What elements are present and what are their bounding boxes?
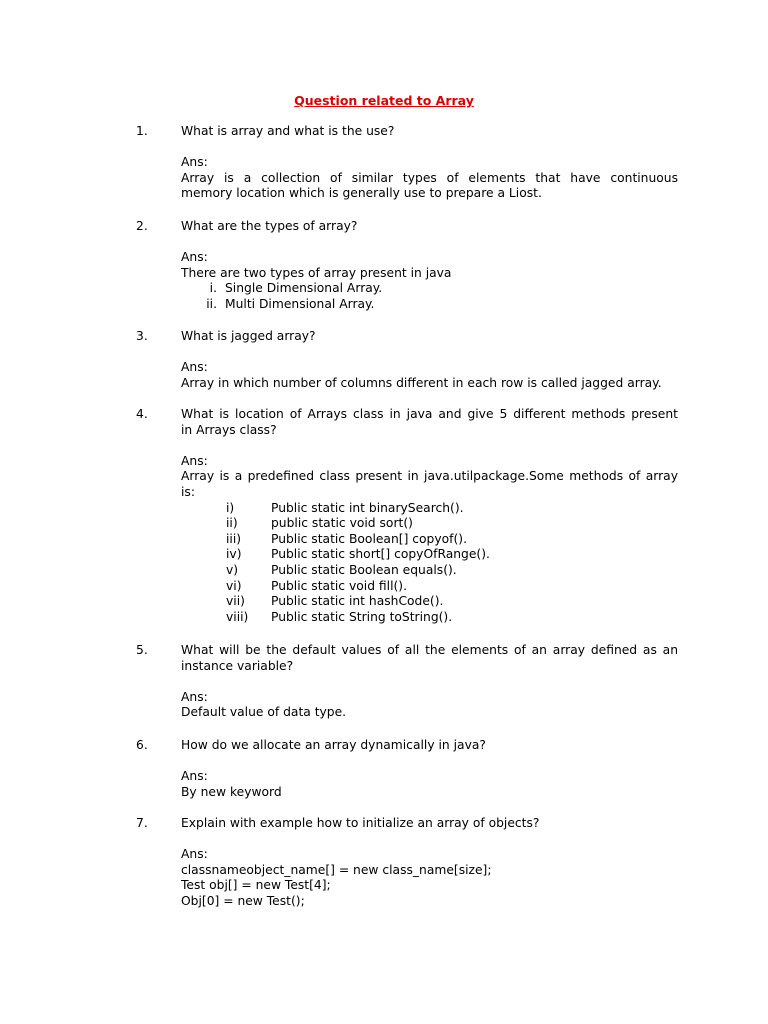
- list-item: [181, 579, 678, 595]
- answer-label: Ans:: [181, 155, 208, 170]
- question-body: [181, 407, 678, 625]
- question-number: 6.: [136, 738, 148, 752]
- answer-text: There are two types of array present in java: [181, 265, 452, 280]
- answer-label: Ans:: [181, 360, 208, 375]
- question-number: 5.: [136, 643, 148, 657]
- list-marker: ii): [226, 516, 238, 531]
- answer-label: Ans:: [181, 453, 208, 468]
- list-text: Multi Dimensional Array.: [225, 296, 375, 311]
- question-number: 4.: [136, 407, 148, 421]
- list-text: Public static void fill().: [271, 578, 407, 593]
- list-item: [181, 516, 678, 532]
- answer-text: By new keyword: [181, 784, 282, 799]
- answer-text: Array is a collection of similar types of elements that have continuous: [181, 170, 678, 185]
- list-text: public static void sort(): [271, 516, 413, 531]
- list-marker: v): [226, 562, 239, 577]
- question-body: [181, 329, 678, 391]
- question-text: Explain with example how to initialize an array of objects?: [181, 816, 540, 830]
- methods-list: [181, 501, 678, 626]
- list-text: Public static Boolean equals().: [271, 562, 457, 577]
- question-body: [181, 124, 678, 202]
- answer-label: Ans:: [181, 769, 208, 784]
- list-marker: vi): [226, 578, 242, 593]
- answer-text: Obj[0] = new Test();: [181, 893, 305, 908]
- question-body: [181, 219, 678, 313]
- list-marker: iii): [226, 531, 242, 546]
- list-item: [181, 297, 678, 313]
- list-marker: viii): [226, 609, 249, 624]
- question-text: instance variable?: [181, 658, 294, 673]
- list-text: Public static Boolean[] copyof().: [271, 531, 467, 546]
- question-number: 1.: [136, 124, 148, 138]
- answer-label: Ans:: [181, 689, 208, 704]
- answer-text: Default value of data type.: [181, 705, 347, 720]
- answer-text: Test obj[] = new Test[4];: [181, 878, 331, 893]
- question-body: [181, 816, 678, 910]
- answer-text: memory location which is generally use to prepare a Liost.: [181, 186, 542, 201]
- question-number: 2.: [136, 219, 148, 233]
- question-number: 7.: [136, 816, 148, 830]
- list-marker: ii.: [206, 296, 217, 311]
- list-marker: i): [226, 500, 235, 515]
- question-number: 3.: [136, 329, 148, 343]
- question-text: What is array and what is the use?: [181, 124, 395, 138]
- list-text: Single Dimensional Array.: [225, 281, 383, 296]
- question-body: [181, 738, 678, 800]
- list-item: [181, 594, 678, 610]
- list-text: Public static int hashCode().: [271, 594, 444, 609]
- question-text: in Arrays class?: [181, 422, 277, 437]
- question-text: What are the types of array?: [181, 219, 358, 233]
- answer-text: is:: [181, 484, 195, 499]
- answer-text: Array is a predefined class present in java.utilpackage.Some methods of array: [181, 469, 678, 484]
- list-item: [181, 532, 678, 548]
- list-text: Public static short[] copyOfRange().: [271, 547, 490, 562]
- question-text: What is location of Arrays class in java and give 5 different methods present: [181, 407, 678, 421]
- question-text: What is jagged array?: [181, 329, 316, 343]
- answer-label: Ans:: [181, 250, 208, 265]
- list-marker: i.: [209, 281, 217, 296]
- list-marker: vii): [226, 594, 245, 609]
- list-item: [181, 281, 678, 297]
- list-item: [181, 501, 678, 517]
- list-marker: iv): [226, 547, 242, 562]
- list-item: [181, 563, 678, 579]
- list-item: [181, 610, 678, 626]
- answer-label: Ans:: [181, 847, 208, 862]
- list-text: Public static int binarySearch().: [271, 500, 464, 515]
- answer-text: Array in which number of columns different in each row is called jagged array.: [181, 375, 662, 390]
- answer-text: classnameobject_name[] = new class_name[size];: [181, 862, 492, 877]
- question-body: [181, 643, 678, 721]
- list-text: Public static String toString().: [271, 609, 453, 624]
- question-text: How do we allocate an array dynamically in java?: [181, 738, 486, 752]
- question-text: What will be the default values of all the elements of an array defined as an: [181, 643, 678, 657]
- page-title: Question related to Array: [294, 93, 474, 108]
- list-item: [181, 547, 678, 563]
